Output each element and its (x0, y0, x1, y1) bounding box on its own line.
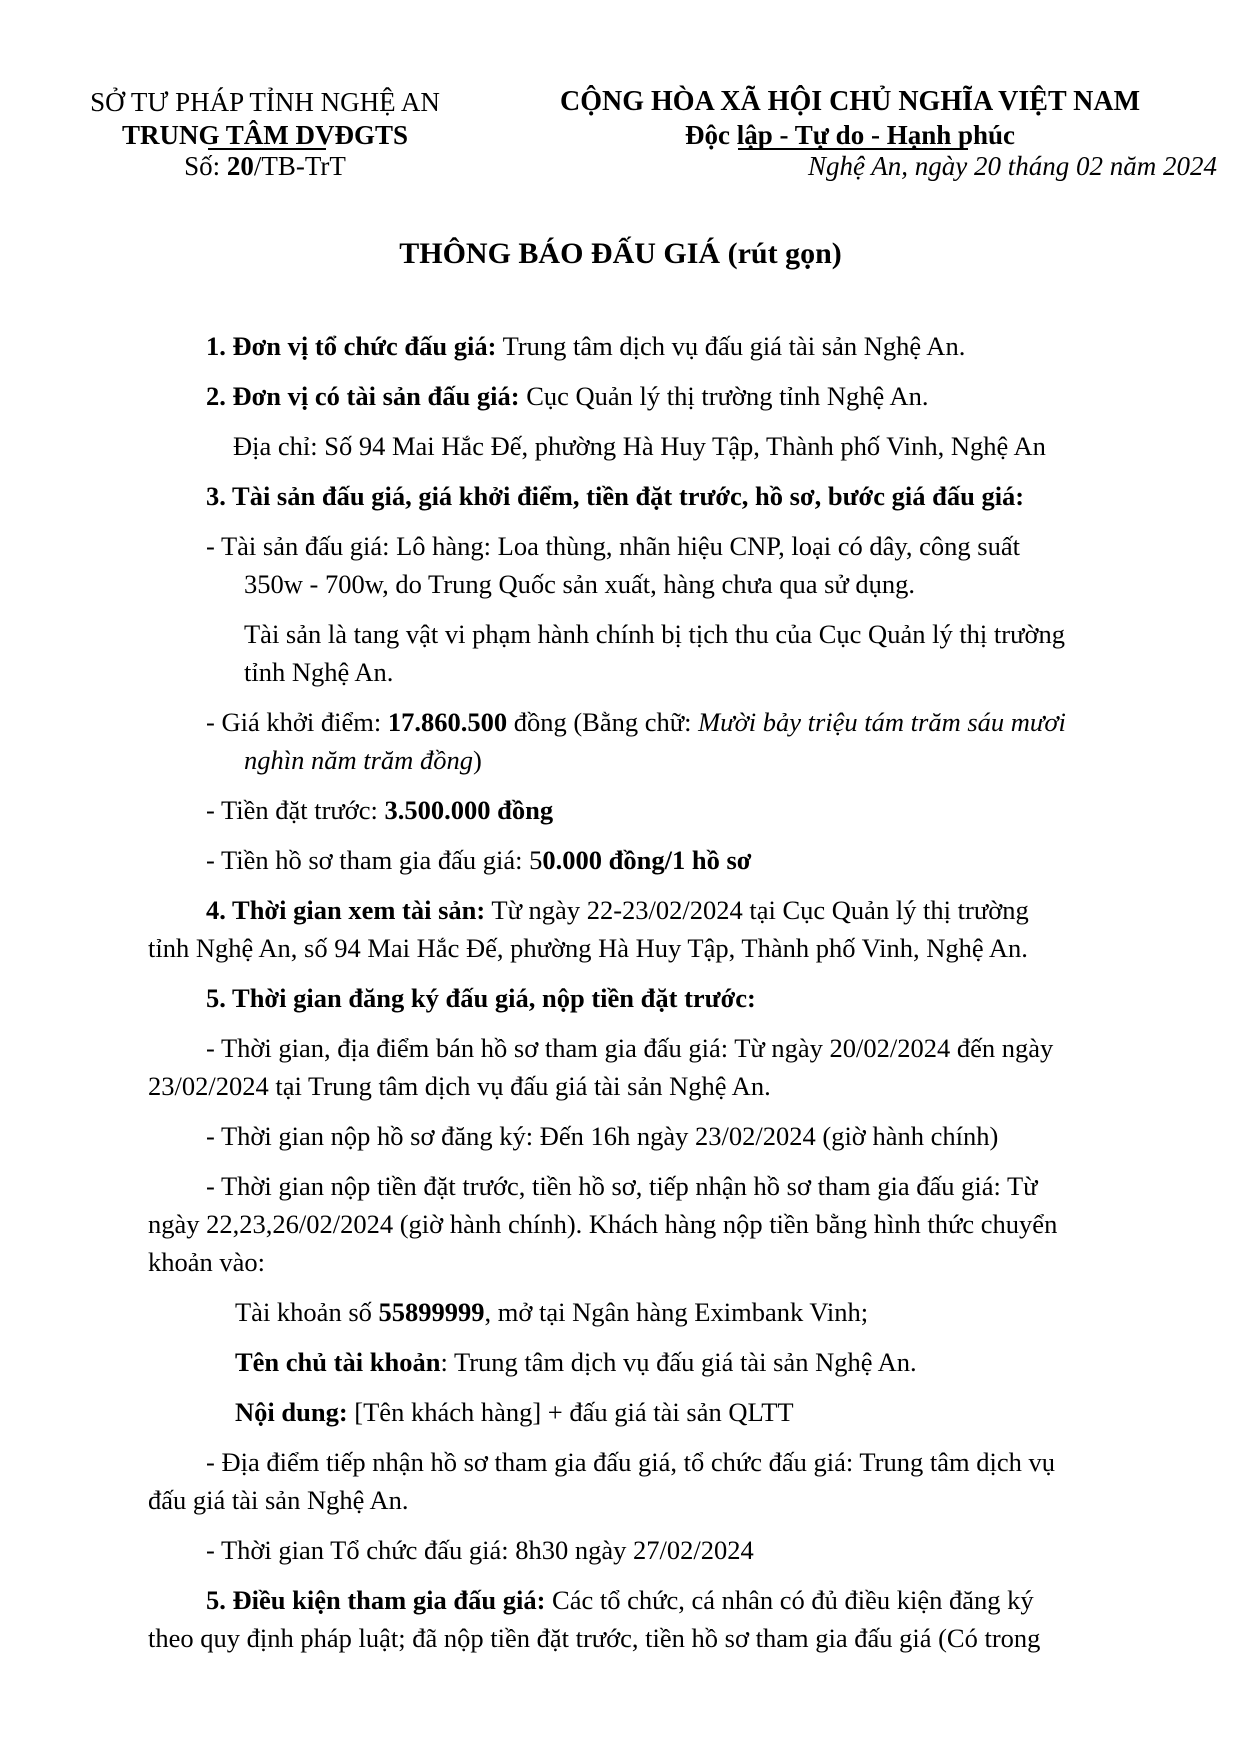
account-number-line: Tài khoản số 55899999, mở tại Ngân hàng Eximbank Vinh; (235, 1297, 869, 1327)
section-4-line-2: tỉnh Nghệ An, số 94 Mai Hắc Đế, phường Hà Huy Tập, Thành phố Vinh, Nghệ An. (148, 933, 1028, 963)
national-title: CỘNG HÒA XÃ HỘI CHỦ NGHĨA VIỆT NAM (559, 86, 1141, 117)
agency-line: SỞ TƯ PHÁP TỈNH NGHỆ AN (90, 87, 440, 117)
conditions-line-1: 5. Điều kiện tham gia đấu giá: Các tổ chức, cá nhân có đủ điều kiện đăng ký (206, 1585, 1034, 1615)
deposit-value: 3.500.000 đồng (384, 795, 554, 825)
place-date: Nghệ An, ngày 20 tháng 02 năm 2024 (808, 151, 1217, 181)
fee-line: - Tiền hồ sơ tham gia đấu giá: 50.000 đồng/1 hồ sơ (206, 845, 752, 875)
center-name (60, 119, 470, 151)
starting-price-value: 17.860.500 (387, 707, 508, 737)
asset-note-line-1: Tài sản là tang vật vi phạm hành chính bị tịch thu của Cục Quản lý thị trường (244, 619, 1065, 649)
section-4-line-1: 4. Thời gian xem tài sản: Từ ngày 22-23/02/2024 tại Cục Quản lý thị trường (206, 895, 1029, 925)
place-line-1: - Địa điểm tiếp nhận hồ sơ tham gia đấu giá, tổ chức đấu giá: Trung tâm dịch vụ (206, 1447, 1055, 1477)
account-owner-line: Tên chủ tài khoản: Trung tâm dịch vụ đấu giá tài sản Nghệ An. (235, 1347, 917, 1377)
section-2: 2. Đơn vị có tài sản đấu giá: Cục Quản lý thị trường tỉnh Nghệ An. (206, 381, 929, 411)
account-number-value: 55899999 (378, 1297, 485, 1327)
payment-line-3: khoản vào: (148, 1247, 266, 1277)
section-2-address: Địa chỉ: Số 94 Mai Hắc Đế, phường Hà Huy Tập, Thành phố Vinh, Nghệ An (233, 431, 1046, 461)
deposit-line: - Tiền đặt trước: 3.500.000 đồng (206, 795, 554, 825)
asset-line-1: - Tài sản đấu giá: Lô hàng: Loa thùng, nhãn hiệu CNP, loại có dây, công suất (206, 531, 1020, 561)
submit-time-line: - Thời gian nộp hồ sơ đăng ký: Đến 16h ngày 23/02/2024 (giờ hành chính) (206, 1121, 999, 1151)
transfer-content-line: Nội dung: [Tên khách hàng] + đấu giá tài sản QLTT (235, 1397, 794, 1427)
document-number: Số: 20/TB-TrT (184, 151, 346, 181)
payment-line-1: - Thời gian nộp tiền đặt trước, tiền hồ sơ, tiếp nhận hồ sơ tham gia đấu giá: Từ (206, 1171, 1038, 1201)
section-3-heading: 3. Tài sản đấu giá, giá khởi điểm, tiền đặt trước, hồ sơ, bước giá đấu giá: (206, 481, 1025, 511)
asset-note-line-2: tỉnh Nghệ An. (244, 657, 394, 687)
national-motto: Độc lập - Tự do - Hạnh phúc (684, 120, 1016, 150)
center-name-text: TRUNG TÂM DVĐGTS (121, 120, 409, 150)
fee-value: 0.000 đồng/1 hồ sơ (542, 845, 752, 875)
sale-time-line-1: - Thời gian, địa điểm bán hồ sơ tham gia đấu giá: Từ ngày 20/02/2024 đến ngày (206, 1033, 1054, 1063)
sale-time-line-2: 23/02/2024 tại Trung tâm dịch vụ đấu giá tài sản Nghệ An. (148, 1071, 771, 1101)
document-number-value: 20 (226, 151, 254, 181)
section-1: 1. Đơn vị tổ chức đấu giá: Trung tâm dịch vụ đấu giá tài sản Nghệ An. (206, 331, 966, 361)
place-line-2: đấu giá tài sản Nghệ An. (148, 1485, 409, 1515)
starting-price-line-2: nghìn năm trăm đồng) (244, 745, 482, 775)
auction-time-line: - Thời gian Tổ chức đấu giá: 8h30 ngày 27/02/2024 (206, 1535, 754, 1565)
starting-price-line-1: - Giá khởi điểm: 17.860.500 đồng (Bằng chữ: Mười bảy triệu tám trăm sáu mươi (206, 707, 1066, 737)
asset-line-2: 350w - 700w, do Trung Quốc sản xuất, hàng chưa qua sử dụng. (244, 569, 916, 599)
section-5-heading: 5. Thời gian đăng ký đấu giá, nộp tiền đặt trước: (206, 983, 756, 1013)
conditions-line-2: theo quy định pháp luật; đã nộp tiền đặt trước, tiền hồ sơ tham gia đấu giá (Có trong (148, 1623, 1041, 1653)
payment-line-2: ngày 22,23,26/02/2024 (giờ hành chính). Khách hàng nộp tiền bằng hình thức chuyển (148, 1209, 1058, 1239)
document-title: THÔNG BÁO ĐẤU GIÁ (rút gọn) (399, 237, 842, 270)
